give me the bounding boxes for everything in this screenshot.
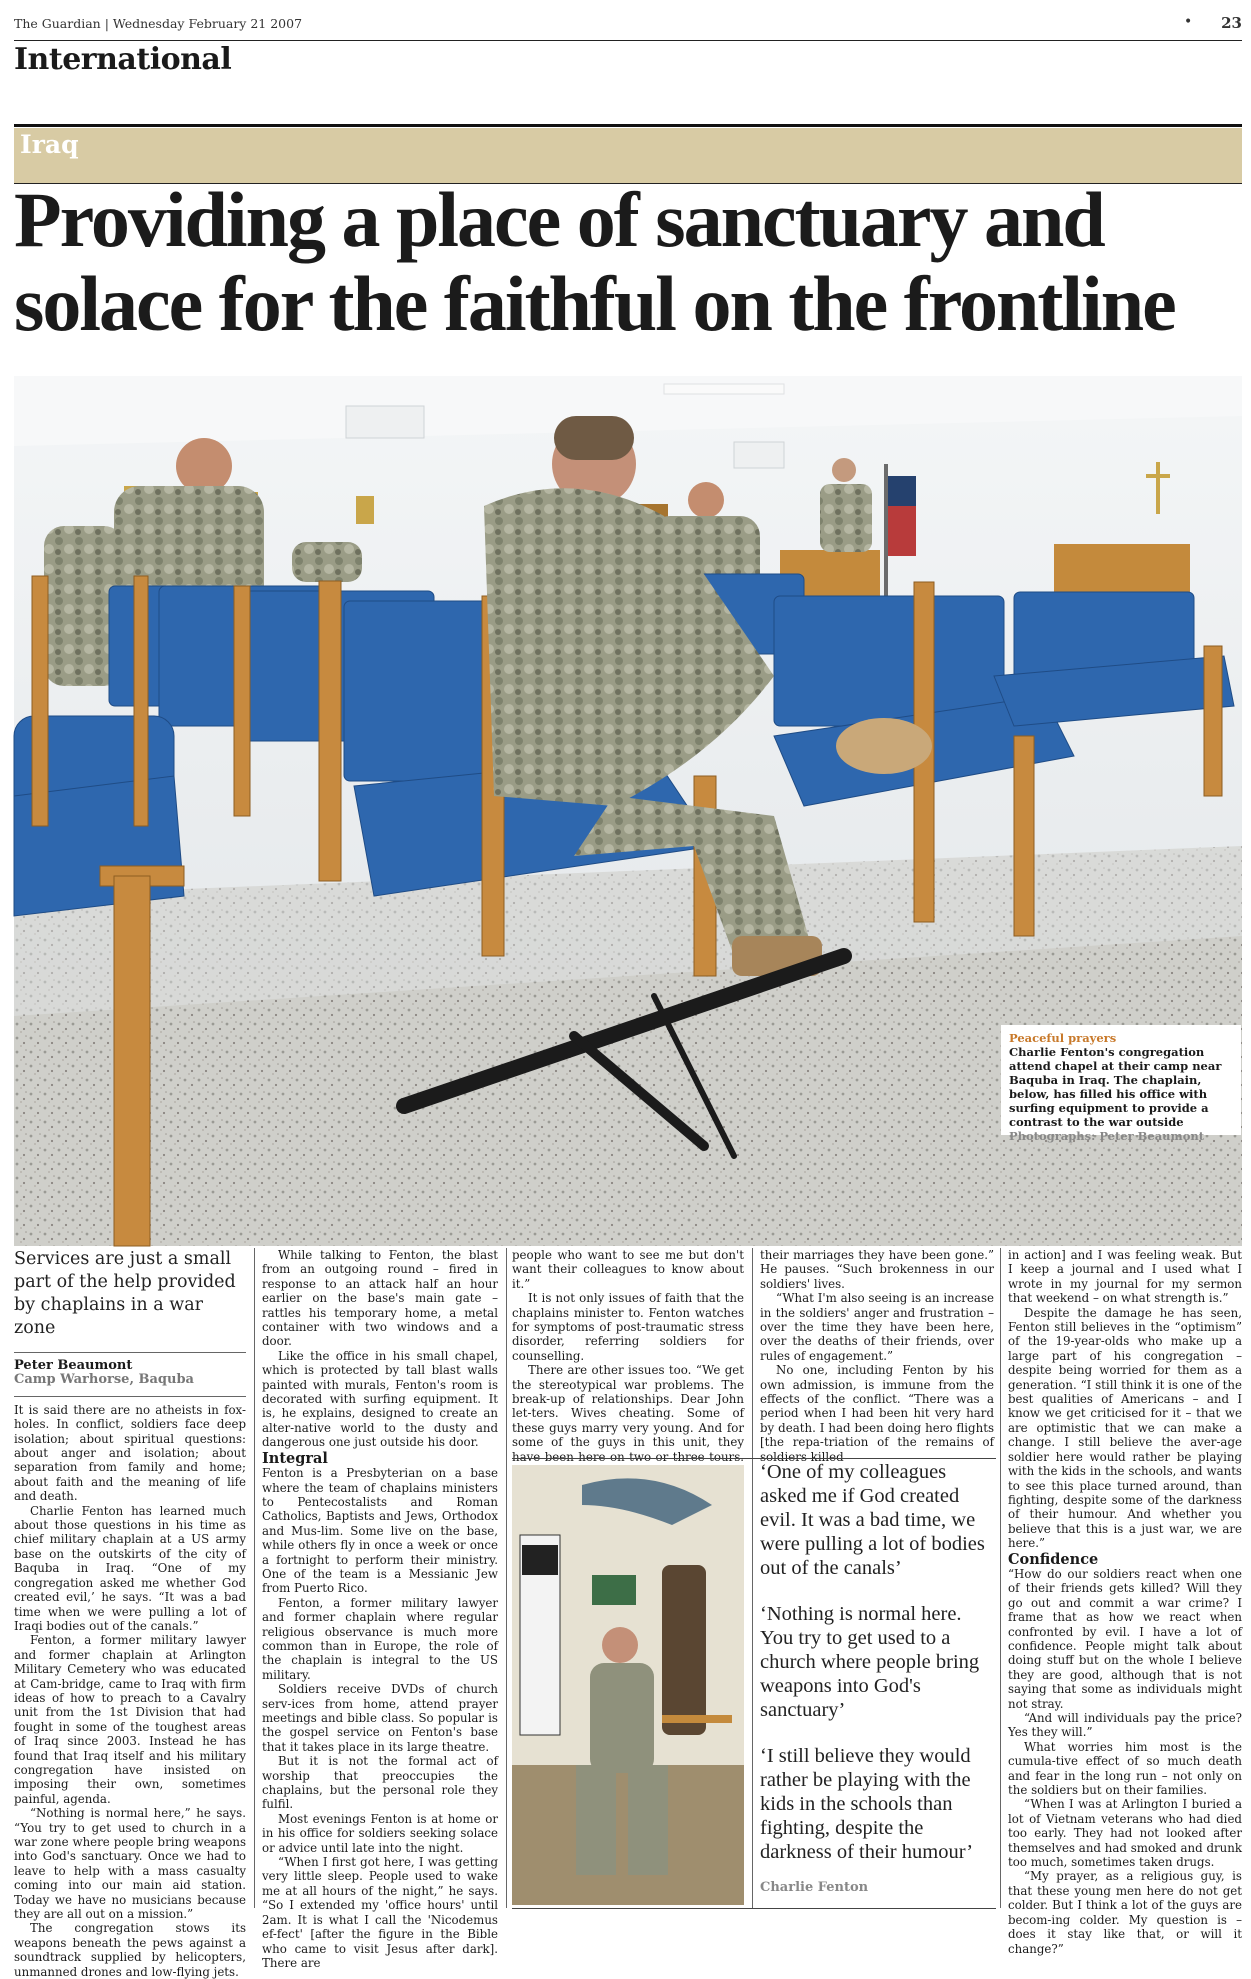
pull-quote: ‘I still believe they would rather be playing with the kids in the schools than fighting, despite the darkness of their humour’	[760, 1745, 974, 1863]
column-rule	[254, 1248, 255, 1908]
paragraph: It is not only issues of faith that the chaplains minister to. Fenton watches for symptoms of post-traumatic stress disorder, referring soldiers for counselling.	[512, 1291, 744, 1363]
paragraph: The congregation stows its weapons beneath the pews against a soundtrack supplied by helicopters, unmanned drones and low-flying jets.	[14, 1921, 246, 1979]
standfirst: Services are just a small part of the help provided by chaplains in a war zone	[14, 1249, 236, 1338]
caption-kicker: Peaceful prayers	[1009, 1031, 1117, 1045]
pull-quote: ‘One of my colleagues asked me if God created evil. It was a bad time, we were pulling a lot of bodies out of the canals’	[760, 1461, 985, 1579]
paragraph: No one, including Fenton by his own admission, is immune from the effects of the conflict. “There was a period when I had been hit very hard by death. I had been doing hero flights [the repa-triation of the remains of soldiers killed	[760, 1363, 994, 1464]
paragraph: their marriages they have been gone.” He pauses. “Such brokenness in our soldiers' lives.	[760, 1248, 994, 1291]
kicker-top-rule	[14, 124, 1242, 127]
paragraph: What worries him most is the cumula-tive effect of so much death and fear in the long run – not only on the soldiers but on their families.	[1008, 1739, 1242, 1798]
pull-quotes	[760, 1460, 996, 1900]
chaplain-office-illustration	[512, 1465, 744, 1905]
paragraph: Charlie Fenton has learned much about those questions in his time as chief military chaplain at a US army base on the outskirts of the city of Baquba in Iraq. “One of my congregation asked me whether God created evil,’ he says. “It was a bad time when we were pulling a lot of Iraqi bodies out of the canals.”	[14, 1503, 246, 1633]
article-column-1	[14, 1248, 246, 1979]
paragraph: “What I'm also seeing is an increase in the soldiers' anger and frustration – over the time they have been here, over the deaths of their friends, over rules of engagement.”	[760, 1291, 994, 1363]
caption-credit: Photographs: Peter Beaumont	[1009, 1129, 1205, 1143]
paragraph: It is said there are no atheists in fox-holes. In conflict, soldiers face deep isolation; about spiritual questions: about anger and isolation; about separation from family and home; about faith and the meaning of life and death.	[14, 1402, 246, 1504]
byline: Peter Beaumont	[14, 1358, 133, 1373]
paragraph: “My prayer, as a religious guy, is that these young men here do not get colder. But I think a lot of the guys are becom-ing colder. My question is – does it stay like that, or will it change?”	[1008, 1869, 1242, 1956]
paragraph: Fenton, a former military lawyer and former chaplain where regular religious observance is much more common than in Europe, the role of the chaplain is integral to the US military.	[262, 1595, 498, 1682]
paragraph: There are other issues too. “We get the stereotypical war problems. The break-up of relationships. Dear John let-ters. Wives cheating. Some of these guys marry very young. And for some of the guys in this unit, they have been here on two or three tours.	[512, 1363, 744, 1464]
paragraph: But it is not the formal act of worship that preoccupies the chaplains, but the personal role they fulfil.	[262, 1754, 498, 1812]
kicker-label: Iraq	[20, 130, 79, 159]
paragraph: “When I first got here, I was getting very little sleep. People used to wake me at all hours of the night,” he says. “So I extended my 'office hours' until 2am. It is what I call the 'Nicodemus ef-fect' [after the figure in the Bible who came to visit Jesus after dark]. There are	[262, 1855, 498, 1970]
photo-caption	[1001, 1025, 1241, 1143]
quote-attribution: Charlie Fenton	[760, 1880, 869, 1895]
byline-rule	[14, 1352, 246, 1353]
box-bottom-rule	[512, 1908, 996, 1909]
subheading-integral: Integral	[262, 1449, 328, 1467]
article-column-2	[262, 1248, 498, 1970]
column-rule	[752, 1248, 753, 1908]
byline-rule	[14, 1396, 246, 1397]
caption-text: Charlie Fenton's congregation attend chapel at their camp near Baquba in Iraq. The chaplain, below, has filled his office with surfing equipment to provide a contrast to the war outside	[1009, 1045, 1222, 1129]
article-column-4	[760, 1248, 994, 1464]
paragraph: While talking to Fenton, the blast from an outgoing round – fired in response to an attack half an hour earlier on the base's main gate – rattles his temporary home, a metal container with two windows and a door.	[262, 1248, 498, 1349]
article-column-3	[512, 1248, 744, 1479]
masthead	[14, 14, 1242, 34]
paragraph: Most evenings Fenton is at home or in his office for soldiers seeking solace or advice until late into the night.	[262, 1811, 498, 1855]
masthead-date: The Guardian | Wednesday February 21 2007	[14, 16, 303, 31]
paragraph: “How do our soldiers react when one of their friends gets killed? Will they go out and commit a war crime? I frame that as how we react when confronted by evil. I have a lot of confidence. People might talk about doing stuff but on the whole I believe they are good, although that is not saying that some as individuals might not stray.	[1008, 1566, 1242, 1711]
pull-quote: ‘Nothing is normal here. You try to get used to a church where people bring weapons into God's sanctuary’	[760, 1603, 980, 1721]
paragraph: “And will individuals pay the price? Yes they will.”	[1008, 1711, 1242, 1740]
headline: Providing a place of sanctuary and solace for the faithful on the frontline	[14, 176, 1175, 347]
subheading-confidence: Confidence	[1008, 1550, 1099, 1568]
masthead-dot: •	[1184, 14, 1193, 30]
page-number: 23	[1221, 14, 1242, 32]
paragraph: Fenton is a Presbyterian on a base where the team of chaplains ministers to Pentecostalists and Roman Catholics, Baptists and Jews, Orthodox and Mus-lim. Some live on the base, while others fly in once a week or once a fortnight to perform their ministry. One of the team is a Messianic Jew from Puerto Rico.	[262, 1466, 498, 1596]
chaplain-portrait-photo	[512, 1465, 744, 1905]
column-rule	[1000, 1248, 1001, 1908]
paragraph: in action] and I was feeling weak. But I keep a journal and I used what I wrote in my journal for my sermon that weekend – on what strength is.”	[1008, 1248, 1242, 1306]
paragraph: “When I was at Arlington I buried a lot of Vietnam veterans who had died too early. They had not looked after themselves and had smoked and drunk too much, sometimes taken drugs.	[1008, 1797, 1242, 1870]
paragraph: “Nothing is normal here,” he says. “You try to get used to church in a war zone where people bring weapons into God's sanctuary. Once we had to leave to help with a mass casualty coming into our main aid station. Today we have no musicians because they are all out on a mission.”	[14, 1806, 246, 1922]
paragraph: Soldiers receive DVDs of church serv-ices from home, attend prayer meetings and bible class. So popular is the gospel service on Fenton's base that it takes place in its large theatre.	[262, 1682, 498, 1754]
section-title: International	[14, 42, 232, 77]
masthead-rule	[14, 40, 1242, 41]
paragraph: people who want to see me but don't want their colleagues to know about it.”	[512, 1248, 744, 1291]
paragraph: Like the office in his small chapel, which is protected by tall blast walls painted with murals, Fenton's room is decorated with surfing equipment. It is, he explains, designed to create an alter-native world to the dusty and dangerous one just outside his door.	[262, 1348, 498, 1450]
box-top-rule	[512, 1458, 996, 1459]
byline-location: Camp Warhorse, Baquba	[14, 1372, 194, 1388]
article-column-5	[1008, 1248, 1242, 1956]
paragraph: Despite the damage he has seen, Fenton still believes in the “optimism” of the 19-year-olds who make up a large part of his congregation – despite being worried for them as a generation. “I still think it is one of the best qualities of Americans – and I know we get criticised for it – that we are optimistic that we can make a change. I still believe the aver-age soldier here would rather be playing with the kids in the schools, and wants to see this place turned around, than fighting, despite some of the darkness of their humour. And whether you believe that this is a just war, we are here.”	[1008, 1305, 1242, 1551]
paragraph: Fenton, a former military lawyer and former chaplain at Arlington Military Cemetery who was educated at Cam-bridge, came to Iraq with firm ideas of how to preach to a Cavalry unit from the 1st Division that had fought in some of the toughest areas of Iraq since 2003. Instead he has found that Iraq itself and his military congregation have insisted on imposing their own, sometimes painful, agenda.	[14, 1633, 246, 1806]
column-rule	[506, 1248, 507, 1908]
